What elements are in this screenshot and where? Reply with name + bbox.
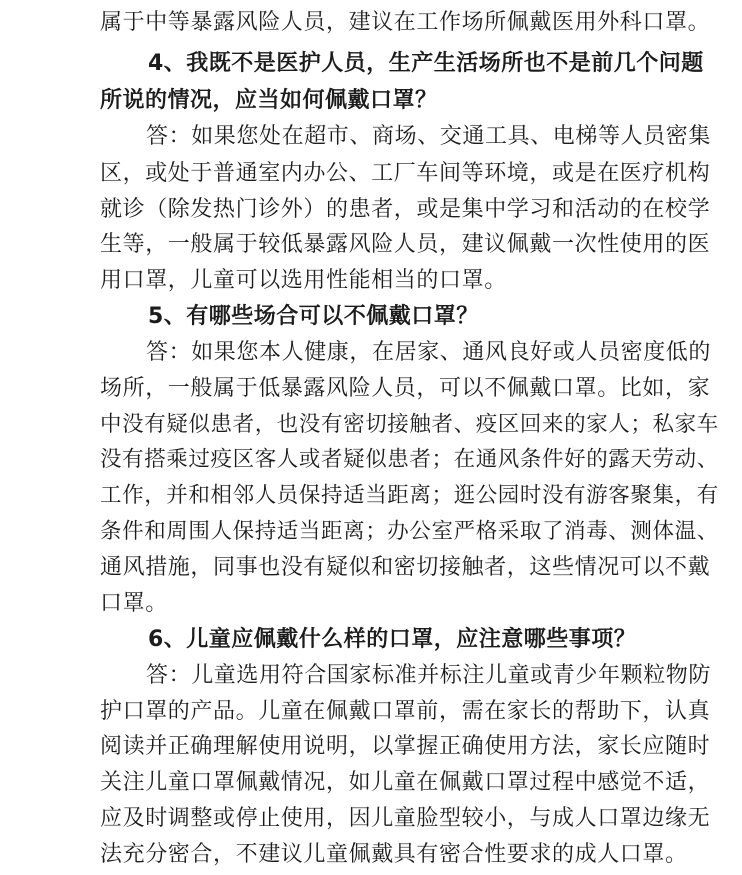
answer-line: 场所，一般属于低暴露风险人员，可以不佩戴口罩。比如，家 [100,376,711,401]
answer-line: 生等，一般属于较低暴露风险人员，建议佩戴一次性使用的医 [100,232,711,257]
answer-line: 口罩。 [100,591,168,616]
answer-line: 条件和周围人保持适当距离；办公室严格采取了消毒、测体温、 [100,519,719,544]
answer-line: 用口罩，儿童可以选用性能相当的口罩。 [100,268,507,293]
answer-line: 通风措施，同事也没有疑似和密切接触者，这些情况可以不戴 [100,555,711,580]
answer-line: 护口罩的产品。儿童在佩戴口罩前，需在家长的帮助下，认真 [100,699,711,724]
body-text-line: 属于中等暴露风险人员，建议在工作场所佩戴医用外科口罩。 [100,10,711,35]
answer-line: 工作，并和相邻人员保持适当距离；逛公园时没有游客聚集，有 [100,483,719,508]
answer-line: 答：如果您本人健康，在居家、通风良好或人员密度低的 [146,340,712,365]
question-heading-4: 4、我既不是医护人员，生产生活场所也不是前几个问题 [148,51,704,76]
question-heading-4-cont: 所说的情况，应当如何佩戴口罩？ [100,88,438,113]
answer-line: 关注儿童口罩佩戴情况，如儿童在佩戴口罩过程中感觉不适， [100,770,711,795]
answer-line: 应及时调整或停止使用，因儿童脸型较小，与成人口罩边缘无 [100,806,711,831]
answer-line: 答：如果您处在超市、商场、交通工具、电梯等人员密集 [146,124,712,149]
question-heading-6: 6、儿童应佩戴什么样的口罩，应注意哪些事项？ [148,627,637,652]
answer-line: 就诊（除发热门诊外）的患者，或是集中学习和活动的在校学 [100,197,711,222]
answer-line: 答：儿童选用符合国家标准并标注儿童或青少年颗粒物防 [146,663,712,688]
answer-line: 法充分密合，不建议儿童佩戴具有密合性要求的成人口罩。 [100,842,688,867]
answer-line: 没有搭乘过疫区客人或者疑似患者；在通风条件好的露天劳动、 [100,447,719,472]
question-heading-5: 5、有哪些场合可以不佩戴口罩？ [148,304,479,329]
answer-line: 中没有疑似患者，也没有密切接触者、疫区回来的家人；私家车 [100,412,719,437]
answer-line: 区，或处于普通室内办公、工厂车间等环境，或是在医疗机构 [100,161,711,186]
answer-line: 阅读并正确理解使用说明，以掌握正确使用方法，家长应随时 [100,734,711,759]
